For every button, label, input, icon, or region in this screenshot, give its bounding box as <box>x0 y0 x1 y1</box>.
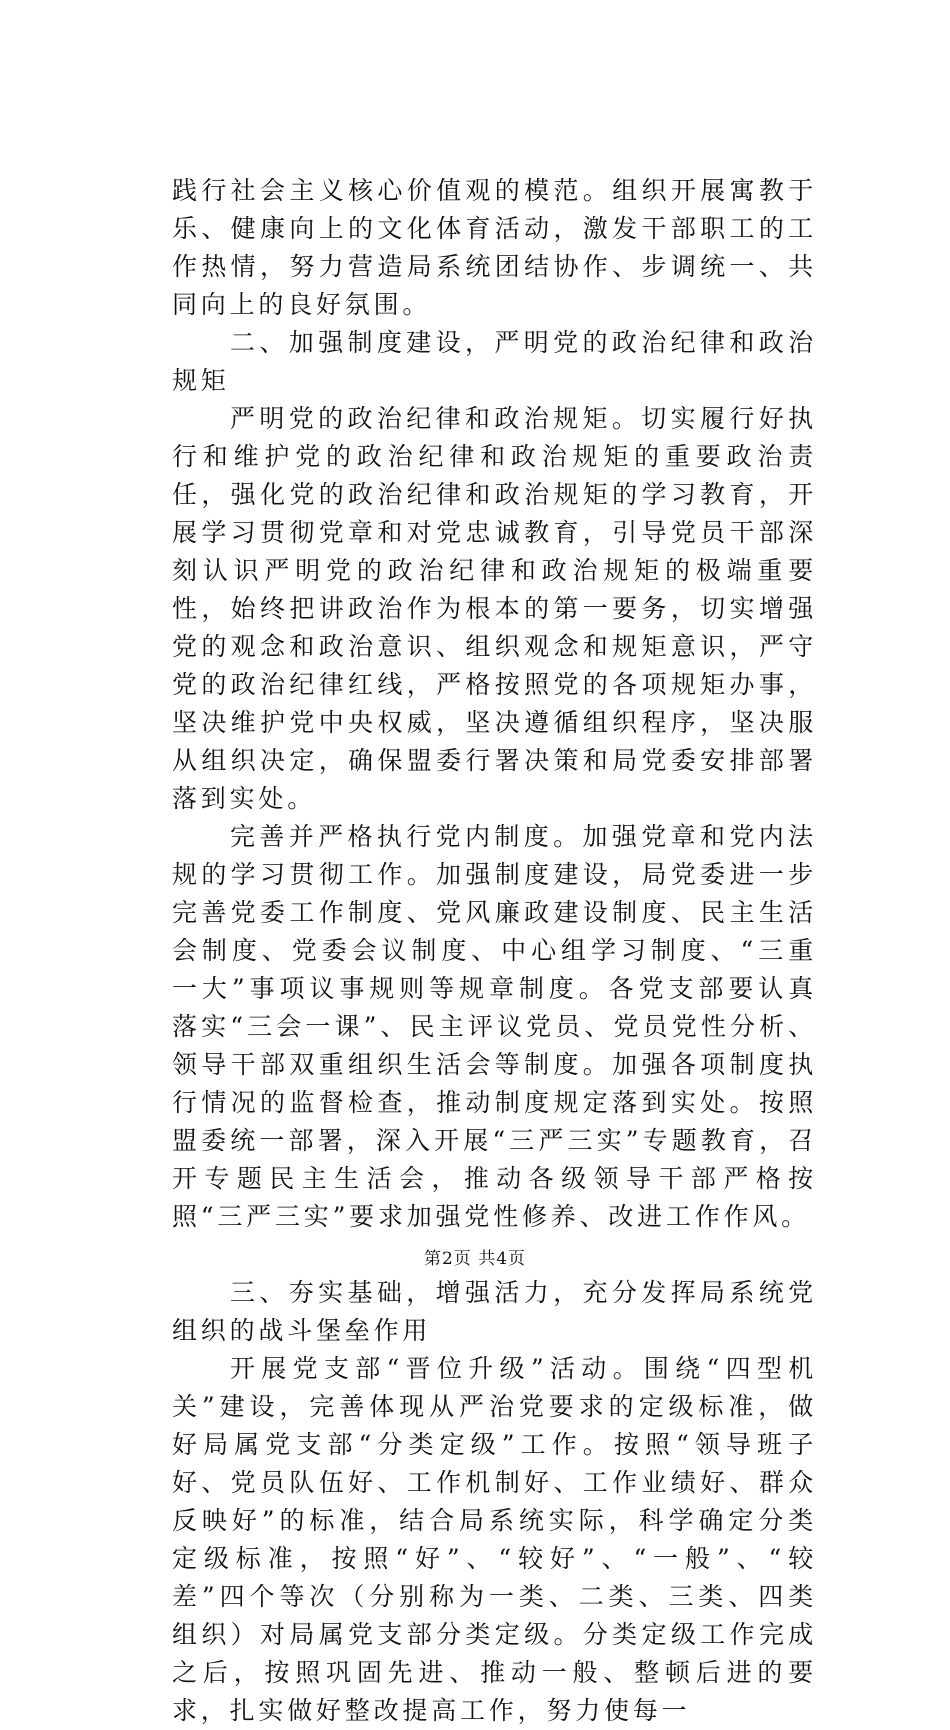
page-footer: 第2页 共4页 <box>423 1249 527 1269</box>
paragraph-party-rules: 完善并严格执行党内制度。加强党章和党内法规的学习贯彻工作。加强制度建设，局党委进一步完善党委工作制度、党风廉政建设制度、民主生活会制度、党委会议制度、中心组学习制度、“三重一大”事项议事规则等规章制度。各党支部要认真落实“三会一课”、民主评议党员、党员党性分析、领导干部双重组织生活会等制度。加强各项制度执行情况的监督检查，推动制度规定落到实处。按照盟委统一部署，深入开展“三严三实”专题教育，召开专题民主生活会，推动各级领导干部严格按照“三严三实”要求加强党性修养、改进工作作风。 <box>172 822 817 1231</box>
section-heading-3: 三、夯实基础，增强活力，充分发挥局系统党组织的战斗堡垒作用 <box>172 1278 817 1345</box>
paragraph-continuation: 践行社会主义核心价值观的模范。组织开展寓教于乐、健康向上的文化体育活动，激发干部职工的工作热情，努力营造局系统团结协作、步调统一、共同向上的良好氛围。 <box>172 176 817 319</box>
section-heading-2: 二、加强制度建设，严明党的政治纪律和政治规矩 <box>172 328 817 395</box>
document-body <box>172 172 817 1730</box>
paragraph-branch-upgrade: 开展党支部“晋位升级”活动。围绕“四型机关”建设，完善体现从严治党要求的定级标准，做好局属党支部“分类定级”工作。按照“领导班子好、党员队伍好、工作机制好、工作业绩好、群众反映好”的标准，结合局系统实际，科学确定分类定级标准，按照“好”、“较好”、“一般”、“较差”四个等次（分别称为一类、二类、三类、四类组织）对局属党支部分类定级。分类定级工作完成之后，按照巩固先进、推动一般、整顿后进的要求，扎实做好整改提高工作，努力使每一 <box>172 1354 817 1725</box>
paragraph-political-discipline: 严明党的政治纪律和政治规矩。切实履行好执行和维护党的政治纪律和政治规矩的重要政治责任，强化党的政治纪律和政治规矩的学习教育，开展学习贯彻党章和对党忠诚教育，引导党员干部深刻认识严明党的政治纪律和政治规矩的极端重要性，始终把讲政治作为根本的第一要务，切实增强党的观念和政治意识、组织观念和规矩意识，严守党的政治纪律红线，严格按照党的各项规矩办事，坚决维护党中央权威，坚决遵循组织程序，坚决服从组织决定，确保盟委行署决策和局党委安排部署落到实处。 <box>172 404 817 813</box>
